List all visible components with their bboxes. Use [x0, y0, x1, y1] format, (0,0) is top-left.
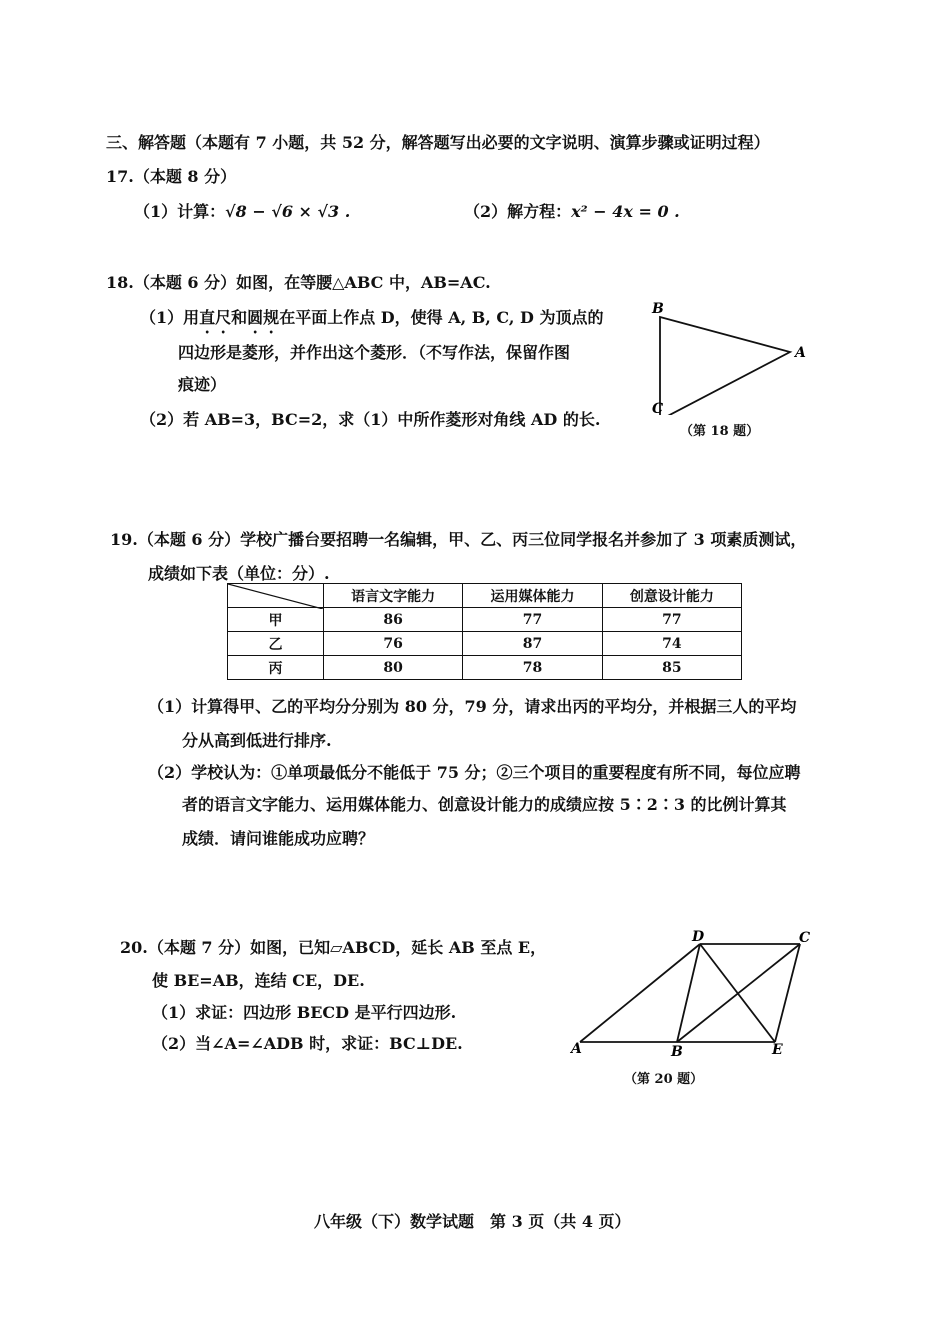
q20-label-d: D [692, 929, 705, 945]
q17-part1-expression: √8 − √6 × √3 . [225, 202, 351, 221]
table-cell: 77 [463, 608, 602, 632]
q18-part1-line1 [140, 305, 603, 337]
q18-part1-text-c: 在平面上作点 D，使得 A, B, C, D 为顶点的 [279, 308, 604, 327]
q19-heading: 19.（本题 6 分）学校广播台要招聘一名编辑，甲、乙、丙三位同学报名并参加了 3 项素质测试， [110, 530, 807, 549]
q18-label-c: C [652, 401, 664, 415]
q20-label-a: A [571, 1041, 582, 1057]
table-corner-cell [228, 584, 324, 608]
q19-part2-line2: 者的语言文字能力、运用媒体能力、创意设计能力的成绩应按 5∶2∶3 的比例计算其 [182, 795, 787, 814]
q20-caption: （第 20 题） [624, 1072, 704, 1087]
q18-part1-line3: 痕迹） [178, 375, 227, 394]
q17-part1-label: （1）计算： [134, 202, 226, 221]
table-header-row [228, 584, 742, 608]
table-row [228, 632, 742, 656]
q18-label-a: A [795, 345, 806, 361]
row-name: 丙 [228, 656, 324, 680]
row-name: 乙 [228, 632, 324, 656]
table-row [228, 608, 742, 632]
table-cell: 74 [602, 632, 741, 656]
table-cell: 87 [463, 632, 602, 656]
q18-caption: （第 18 题） [680, 424, 760, 439]
q17-heading: 17.（本题 8 分） [106, 167, 237, 186]
q19-part1-line1: （1）计算得甲、乙的平均分分别为 80 分，79 分，请求出丙的平均分，并根据三人的平均 [148, 697, 797, 716]
table-header-design: 创意设计能力 [602, 584, 741, 608]
table-row [228, 656, 742, 680]
q20-label-b: B [671, 1044, 683, 1060]
segment-de [700, 944, 775, 1042]
q20-heading: 20.（本题 7 分）如图，已知▱ABCD，延长 AB 至点 E， [120, 938, 547, 957]
q20-line2: 使 BE=AB，连结 CE，DE. [152, 971, 365, 990]
q19-part2-line1: （2）学校认为：①单项最低分不能低于 75 分；②三个项目的重要程度有所不同，每位应聘 [148, 763, 801, 782]
row-name: 甲 [228, 608, 324, 632]
q20-parallelogram-figure [565, 925, 825, 1060]
section-title: 三、解答题（本题有 7 小题，共 52 分，解答题写出必要的文字说明、演算步骤或证明过程） [106, 133, 770, 152]
q18-part1-text-a: （1）用 [140, 308, 200, 327]
segment-ad [580, 944, 700, 1042]
q20-part2: （2）当∠A=∠ADB 时，求证：BC⊥DE. [152, 1034, 463, 1053]
q17-part2 [464, 199, 680, 222]
q20-label-c: C [799, 930, 811, 946]
q19-part1-line2: 分从高到低进行排序. [182, 731, 332, 750]
table-cell: 85 [602, 656, 741, 680]
q18-ruler-word: 直尺 [199, 308, 232, 327]
q19-score-table [227, 583, 742, 680]
table-cell: 80 [324, 656, 463, 680]
triangle-abc [660, 317, 790, 415]
q18-triangle-figure [640, 295, 820, 415]
q18-heading: 18.（本题 6 分）如图，在等腰△ABC 中，AB=AC. [106, 273, 491, 292]
q20-part1: （1）求证：四边形 BECD 是平行四边形. [152, 1003, 457, 1022]
q18-compass-word: 圆规 [247, 308, 280, 327]
table-cell: 76 [324, 632, 463, 656]
q17-part1 [134, 199, 350, 222]
q19-line2: 成绩如下表（单位：分）. [148, 564, 330, 583]
q19-part2-line3: 成绩．请问谁能成功应聘？ [182, 829, 375, 848]
table-header-media: 运用媒体能力 [463, 584, 602, 608]
table-cell: 78 [463, 656, 602, 680]
table-cell: 86 [324, 608, 463, 632]
q20-label-e: E [772, 1042, 783, 1058]
page-footer: 八年级（下）数学试题 第 3 页（共 4 页） [314, 1212, 631, 1231]
q18-part2: （2）若 AB=3，BC=2，求（1）中所作菱形对角线 AD 的长. [140, 410, 601, 429]
table-cell: 77 [602, 608, 741, 632]
q17-part2-equation: x² − 4x = 0 . [571, 202, 680, 221]
q18-part1-line2: 四边形是菱形，并作出这个菱形．（不写作法，保留作图 [178, 343, 571, 362]
q18-part1-text-b: 和 [231, 308, 248, 327]
q17-part2-label: （2）解方程： [464, 202, 572, 221]
segment-ec [775, 944, 800, 1042]
table-header-language: 语言文字能力 [324, 584, 463, 608]
diagonal-line [228, 584, 323, 609]
q18-label-b: B [652, 301, 664, 317]
